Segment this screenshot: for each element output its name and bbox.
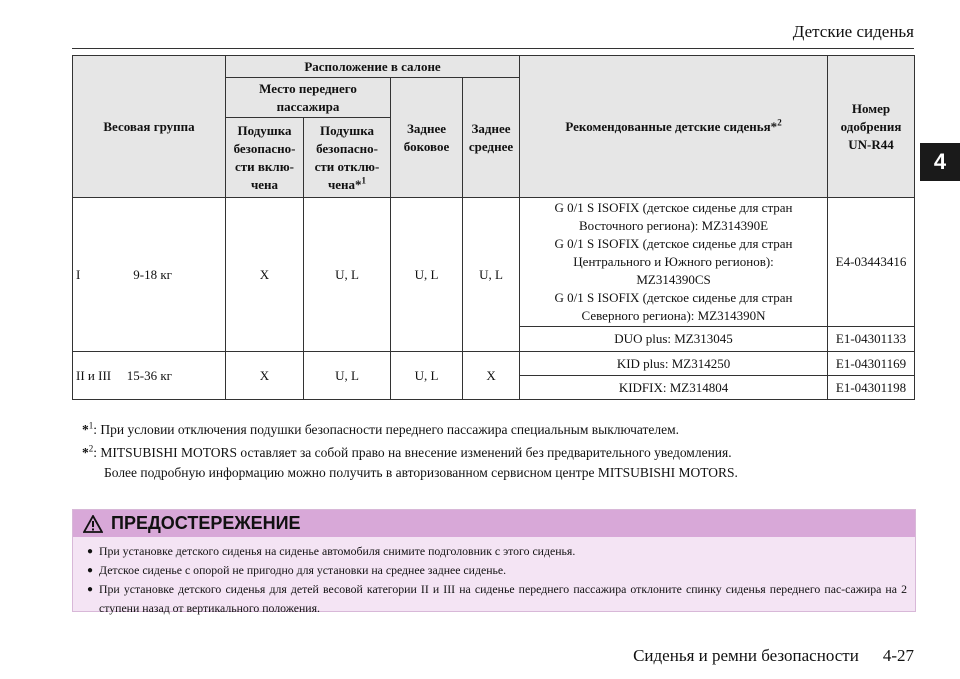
head-airbag-off: Подушка безопасно-сти отклю-чена*$^1$ (304, 118, 391, 198)
head-recommended: Рекомендованные детские сиденья*$^2$ (520, 56, 828, 198)
head-front-passenger: Место переднего пассажира (226, 78, 391, 118)
warning-triangle-icon (83, 515, 103, 533)
head-rear-center: Заднее среднее (463, 78, 520, 198)
rear-center-cell: X (463, 352, 520, 400)
recommended-seat-cell: DUO plus: MZ313045 (520, 327, 828, 352)
head-rear-side: Заднее боковое (391, 78, 463, 198)
rear-side-cell: U, L (391, 352, 463, 400)
list-item: ● При установке детского сиденья для детей весовой категории II и III на сиденье переднего пассажира отклоните спинку сиденья переднего пас-сажира на 2 ступени назад от вертикального положения. (87, 580, 907, 618)
head-airbag-on: Подушка безопасно-сти вклю-чена (226, 118, 304, 198)
weight-group-cell: I 9-18 кг (73, 198, 226, 352)
head-weight-group: Весовая группа (73, 56, 226, 198)
approval-cell: E4-03443416 (828, 198, 915, 327)
head-approval: Номер одобрения UN-R44 (828, 56, 915, 198)
footnote-1: *$^1$: При условии отключения подушки безопасности переднего пассажира специальным выключателем. (82, 420, 680, 437)
warning-title: ПРЕДОСТЕРЕЖЕНИЕ (111, 513, 301, 533)
footer-section: Сиденья и ремни безопасности (633, 646, 859, 665)
recommended-seat-cell: G 0/1 S ISOFIX (детское сиденье для стран Восточного региона): MZ314390E G 0/1 S ISOFIX (детское сиденье для стран Центрального и Южного регионов): MZ314390CS G 0/1 S ISOFIX (детское сиденье для стран Северного региона): MZ314390N (520, 198, 828, 327)
list-item: ● При установке детского сиденья на сиденье автомобиля снимите подголовник с этого сиденья. (87, 542, 907, 561)
head-location: Расположение в салоне (226, 56, 520, 78)
list-item: ● Детское сиденье с опорой не пригодно для установки на среднее заднее сиденье. (87, 561, 907, 580)
warning-box (72, 509, 916, 615)
recommended-seat-cell: KID plus: MZ314250 (520, 352, 828, 376)
table-row (73, 198, 915, 327)
warning-header (73, 510, 915, 537)
page-footer (633, 646, 914, 666)
approval-cell: E1-04301198 (828, 376, 915, 400)
header-rule (72, 48, 914, 49)
airbag-off-cell: U, L (304, 352, 391, 400)
approval-cell: E1-04301133 (828, 327, 915, 352)
weight-group-cell: II и III 15-36 кг (73, 352, 226, 400)
airbag-on-cell: X (226, 198, 304, 352)
footnote-2: *$^2$: MITSUBISHI MOTORS оставляет за собой право на внесение изменений без предварительного уведомления. Более подробную информацию можно получить в авторизованном сервисном центре MITSUBISHI MOTORS. (82, 443, 738, 480)
page-number: 4-27 (882, 646, 914, 665)
chapter-tab: 4 (920, 143, 960, 181)
page-section-title: Детские сиденья (792, 22, 914, 41)
table-row (73, 352, 915, 376)
recommended-seat-cell: KIDFIX: MZ314804 (520, 376, 828, 400)
airbag-off-cell: U, L (304, 198, 391, 352)
airbag-on-cell: X (226, 352, 304, 400)
child-seat-table (72, 55, 915, 400)
warning-list (73, 537, 915, 618)
rear-side-cell: U, L (391, 198, 463, 352)
rear-center-cell: U, L (463, 198, 520, 352)
approval-cell: E1-04301169 (828, 352, 915, 376)
